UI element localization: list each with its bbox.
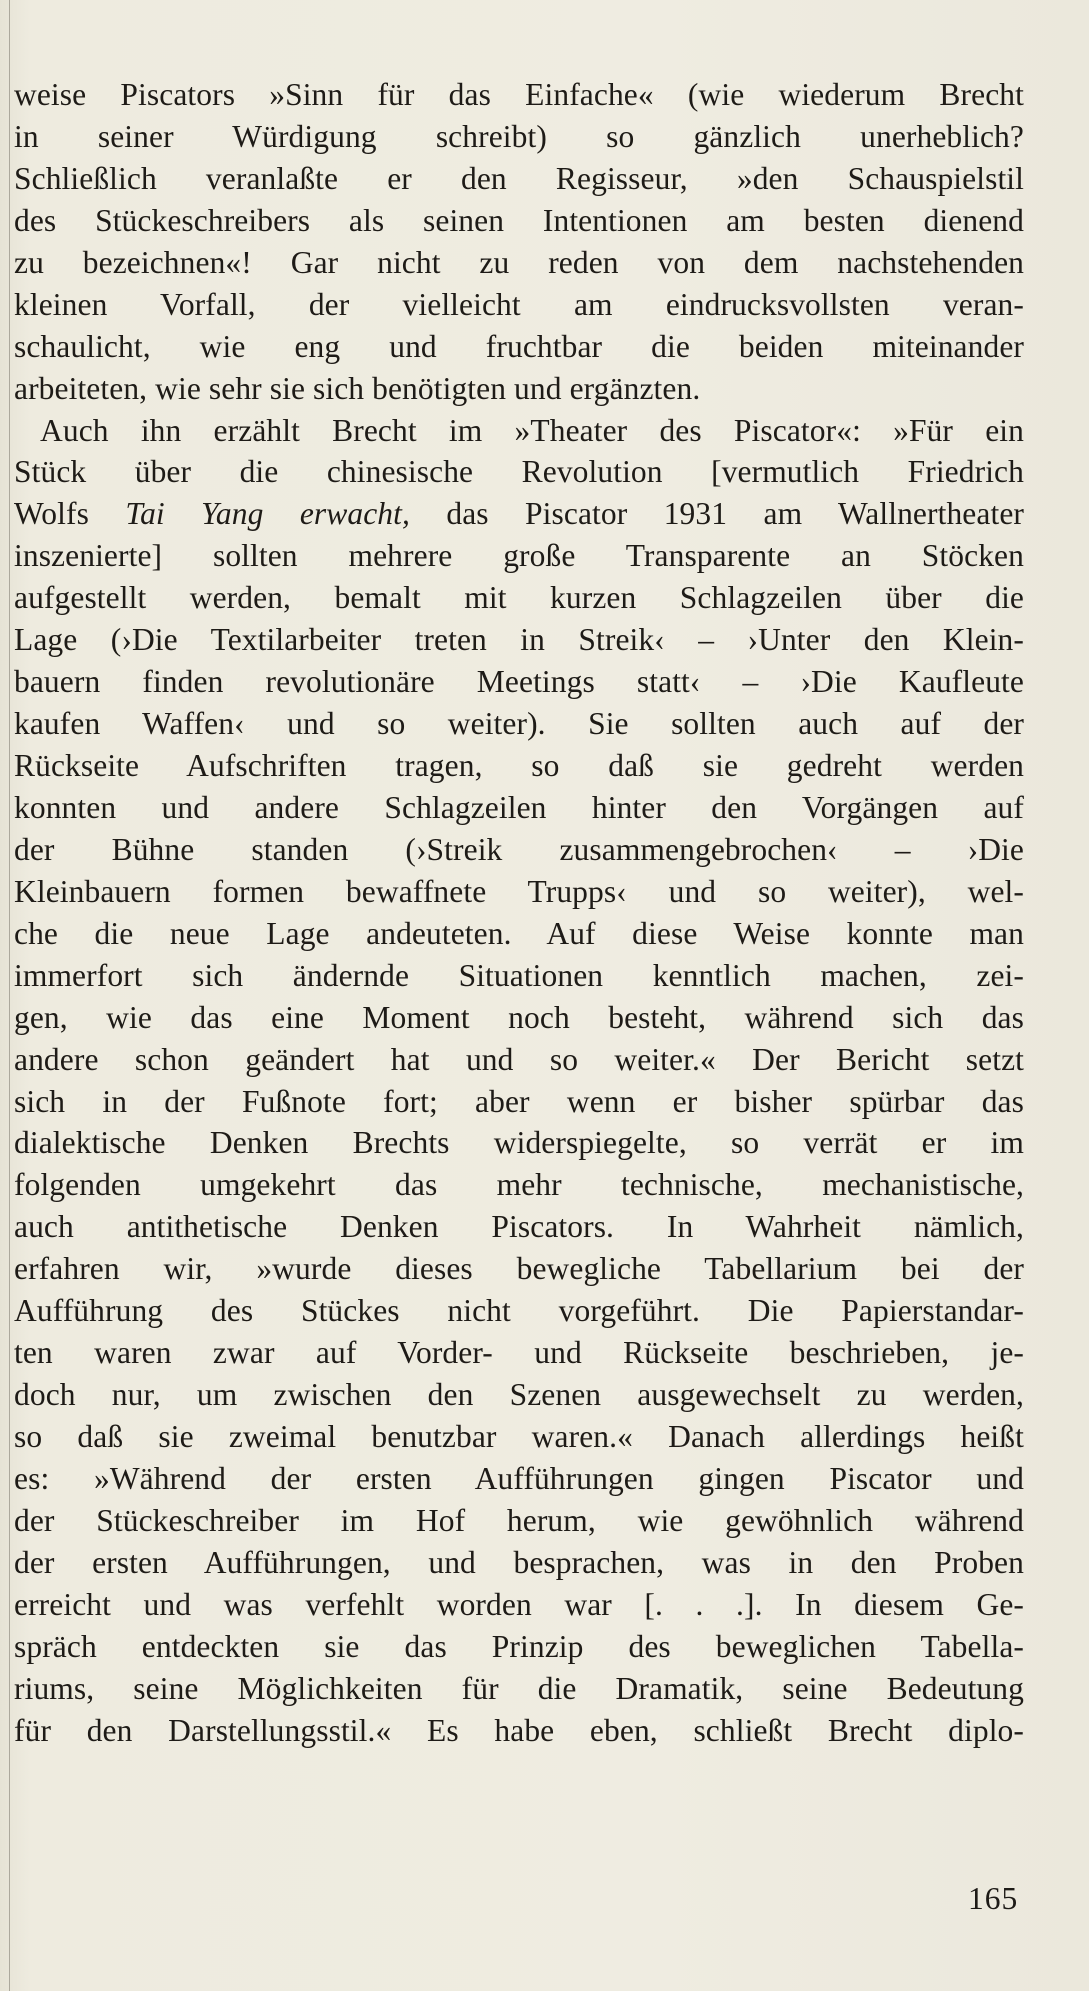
text-line: Rückseite Aufschriften tragen, so daß sie gedreht werden <box>14 748 1024 783</box>
text-line: weise Piscators »Sinn für das Einfache« (wie wiederum Brecht <box>14 77 1024 112</box>
text-line: kleinen Vorfall, der vielleicht am eindrucksvollsten veran- <box>14 286 1024 322</box>
text-line: Lage (›Die Textilarbeiter treten in Streik‹ – ›Unter den Klein- <box>14 622 1024 658</box>
text-line: schaulicht, wie eng und fruchtbar die beiden miteinander <box>14 328 1024 364</box>
text-line: konnten und andere Schlagzeilen hinter den Vorgängen auf <box>14 789 1024 825</box>
text-line: Aufführung des Stückes nicht vorgeführt. Die Papierstandar- <box>14 1293 1024 1329</box>
text-line: erfahren wir, »wurde dieses bewegliche Tabellarium bei der <box>14 1251 1024 1287</box>
text-line: so daß sie zweimal benutzbar waren.« Danach allerdings heißt <box>14 1419 1024 1454</box>
text-line: andere schon geändert hat und so weiter.« Der Bericht setzt <box>14 1041 1024 1077</box>
text-line: doch nur, um zwischen den Szenen ausgewechselt zu werden, <box>14 1377 1024 1413</box>
text-line: gen, wie das eine Moment noch besteht, während sich das <box>14 999 1024 1035</box>
text-line: des Stückeschreibers als seinen Intentionen am besten dienend <box>14 202 1024 238</box>
text-line: immerfort sich ändernde Situationen kenntlich machen, zei- <box>14 957 1024 993</box>
work-title: Tai Yang erwacht, <box>125 496 410 532</box>
text-line: bauern finden revolutionäre Meetings statt‹ – ›Die Kaufleute <box>14 664 1024 700</box>
text-line: erreicht und was verfehlt worden war [. . .]. In diesem Ge- <box>14 1586 1024 1622</box>
text-line: in seiner Würdigung schreibt) so gänzlich unerheblich? <box>14 118 1024 154</box>
text-line: Stück über die chinesische Revolution [vermutlich Friedrich <box>14 454 1024 490</box>
text-line: zu bezeichnen«! Gar nicht zu reden von dem nachstehenden <box>14 244 1024 280</box>
text-line: Kleinbauern formen bewaffnete Trupps‹ und so weiter), wel- <box>14 873 1024 909</box>
text-line: folgenden umgekehrt das mehr technische, mechanistische, <box>14 1167 1024 1203</box>
text-line: spräch entdeckten sie das Prinzip des beweglichen Tabella- <box>14 1628 1024 1664</box>
text-line: dialektische Denken Brechts widerspiegelte, so verrät er im <box>14 1125 1024 1161</box>
text-line: der Bühne standen (›Streik zusammengebrochen‹ – ›Die <box>14 831 1024 867</box>
body-text <box>14 74 1024 1752</box>
text-line: inszenierte] sollten mehrere große Transparente an Stöcken <box>14 538 1024 574</box>
text-line: arbeiteten, wie sehr sie sich benötigten und ergänzten. <box>14 370 701 406</box>
paragraph-start-line: Auch ihn erzählt Brecht im »Theater des Piscator«: »Für ein <box>40 412 1024 448</box>
text-line: der Stückeschreiber im Hof herum, wie gewöhnlich während <box>14 1502 1024 1538</box>
text-line: ten waren zwar auf Vorder- und Rückseite beschrieben, je- <box>14 1335 1024 1371</box>
text-line: Schließlich veranlaßte er den Regisseur, »den Schauspielstil <box>14 160 1024 196</box>
text-line: kaufen Waffen‹ und so weiter). Sie sollten auch auf der <box>14 706 1024 742</box>
text-line-with-title <box>14 493 1024 535</box>
text-line: der ersten Aufführungen, und besprachen, was in den Proben <box>14 1544 1024 1580</box>
text-line: riums, seine Möglichkeiten für die Dramatik, seine Bedeutung <box>14 1670 1024 1706</box>
text-line: aufgestellt werden, bemalt mit kurzen Schlagzeilen über die <box>14 580 1024 616</box>
page-gutter-edge <box>9 0 10 1991</box>
text-fragment: das Piscator 1931 am Wallnertheater <box>409 496 1024 532</box>
text-line: es: »Während der ersten Aufführungen gingen Piscator und <box>14 1460 1024 1496</box>
text-line: auch antithetische Denken Piscators. In Wahrheit nämlich, <box>14 1209 1024 1245</box>
page-number: 165 <box>968 1881 1019 1916</box>
text-line: sich in der Fußnote fort; aber wenn er bisher spürbar das <box>14 1083 1024 1119</box>
text-line: che die neue Lage andeuteten. Auf diese Weise konnte man <box>14 915 1024 951</box>
text-line: für den Darstellungsstil.« Es habe eben, schließt Brecht diplo- <box>14 1712 1024 1748</box>
text-fragment: Wolfs <box>14 496 126 532</box>
